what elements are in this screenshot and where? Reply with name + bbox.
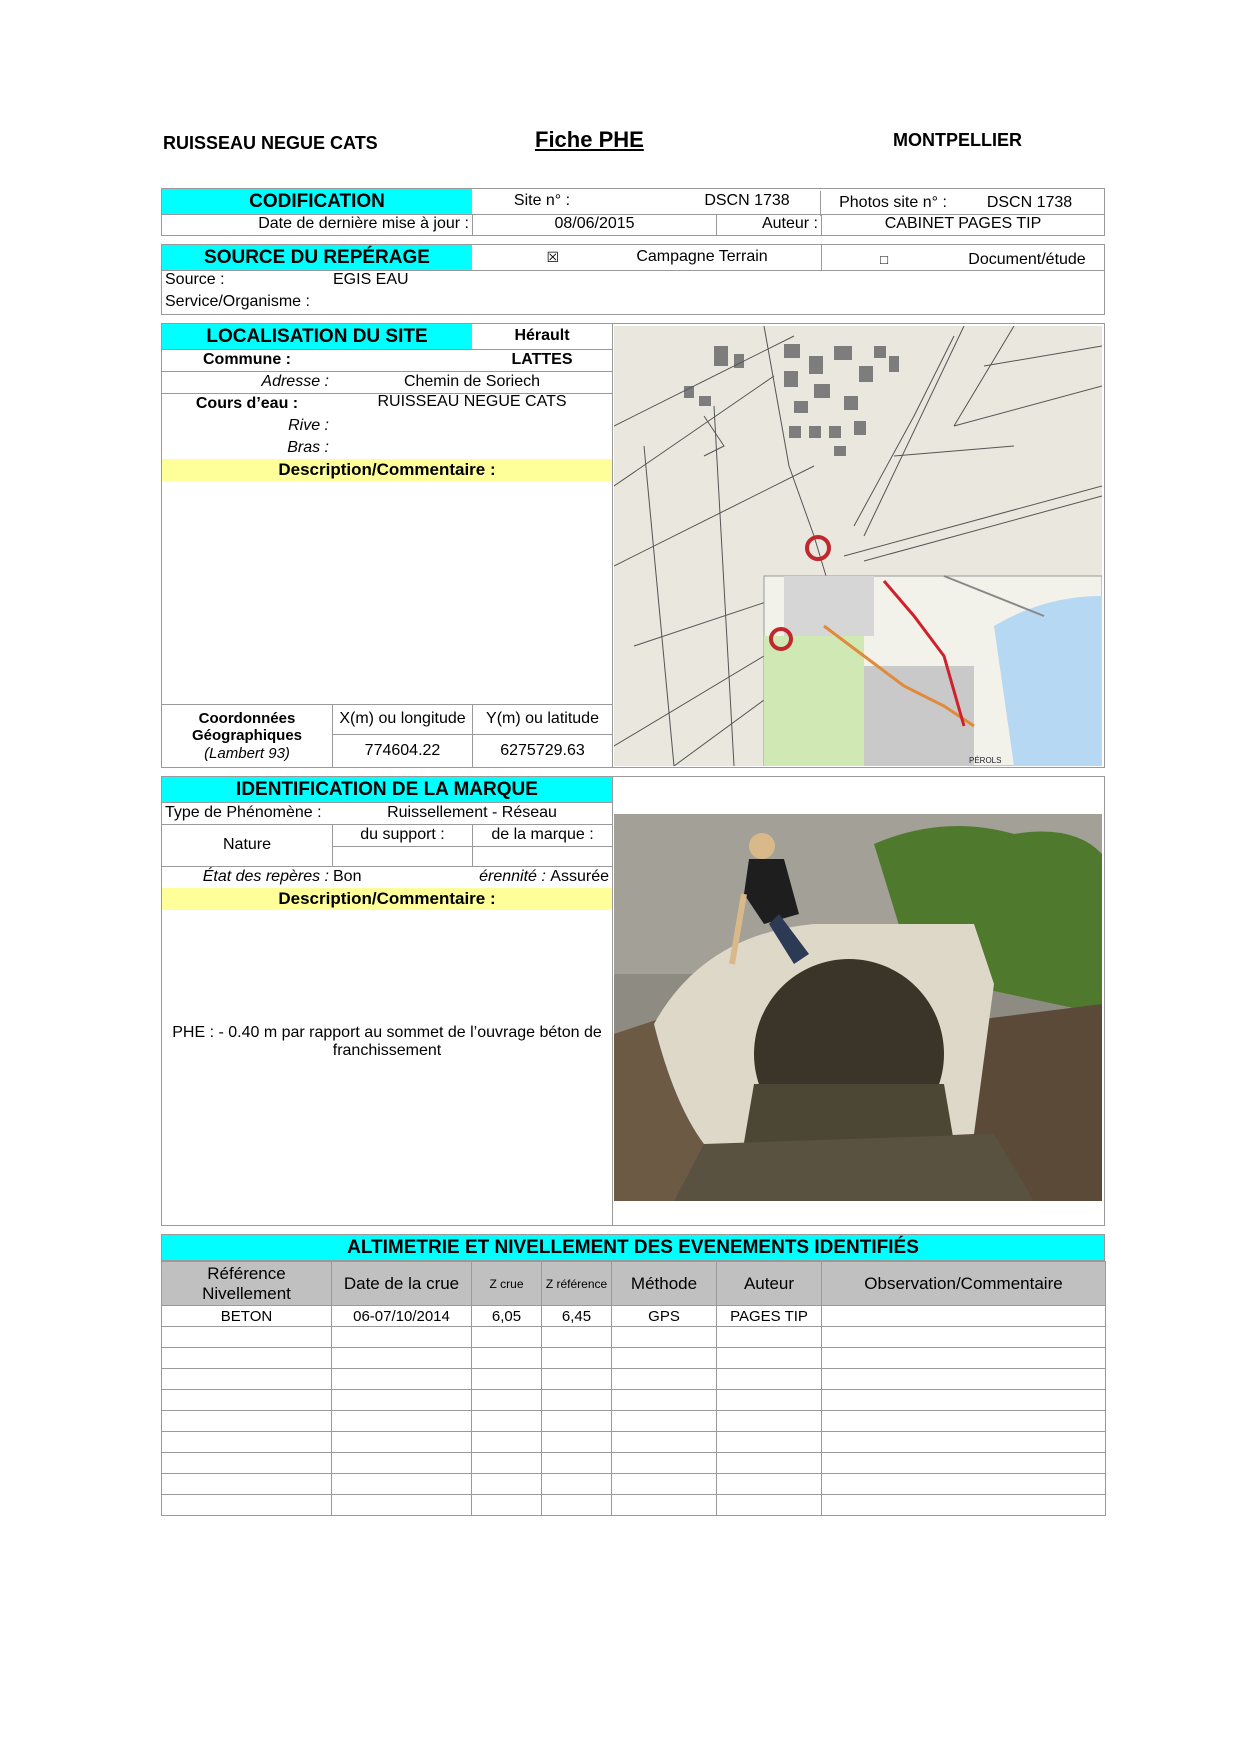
table-cell: PAGES TIP bbox=[717, 1306, 822, 1327]
table-row bbox=[162, 1306, 1106, 1327]
col-header: Date de la crue bbox=[332, 1262, 472, 1306]
adresse-label: Adresse : bbox=[261, 372, 329, 390]
coord-label-2: Géographiques bbox=[191, 727, 303, 745]
document-checkbox[interactable]: □ bbox=[880, 252, 888, 268]
header-left: RUISSEAU NEGUE CATS bbox=[163, 133, 378, 153]
rive-label: Rive : bbox=[288, 416, 329, 434]
codification-section bbox=[161, 188, 1105, 236]
col-header: Méthode bbox=[612, 1262, 717, 1306]
nature-label: Nature bbox=[222, 835, 272, 853]
altimetrie-title: ALTIMETRIE ET NIVELLEMENT DES EVENEMENTS IDENTIFIÉS bbox=[161, 1234, 1105, 1261]
photos-label: Photos site n° : bbox=[820, 191, 965, 216]
y-value: 6275729.63 bbox=[472, 734, 612, 768]
photos-value: DSCN 1738 bbox=[986, 194, 1073, 212]
table-row bbox=[162, 1327, 1106, 1348]
col-header: Observation/Commentaire bbox=[822, 1262, 1106, 1306]
support-label: du support : bbox=[332, 824, 472, 846]
phe-comment: PHE : - 0.40 m par rapport au sommet de l’ouvrage béton de franchissement bbox=[172, 1023, 602, 1059]
localisation-title: LOCALISATION DU SITE bbox=[162, 324, 472, 349]
table-row bbox=[162, 1495, 1106, 1516]
site-map bbox=[614, 326, 1102, 766]
altimetrie-header-row bbox=[162, 1262, 1106, 1306]
table-cell bbox=[822, 1306, 1106, 1327]
inset-map bbox=[764, 576, 1102, 766]
id-desc-title: Description/Commentaire : bbox=[162, 888, 612, 910]
table-row bbox=[162, 1390, 1106, 1411]
col-header: Z crue bbox=[472, 1262, 542, 1306]
photo-svg bbox=[614, 814, 1102, 1201]
site-value: DSCN 1738 bbox=[704, 192, 790, 210]
cours-label: Cours d’eau : bbox=[195, 394, 299, 412]
commune-value: LATTES bbox=[511, 350, 573, 368]
source-value: EGIS EAU bbox=[333, 271, 409, 289]
date-label: Date de dernière mise à jour : bbox=[258, 215, 469, 233]
commune-label: Commune : bbox=[203, 350, 291, 368]
x-label: X(m) ou longitude bbox=[332, 704, 472, 734]
header-right: MONTPELLIER bbox=[893, 130, 1022, 150]
page-title: Fiche PHE bbox=[535, 127, 644, 152]
col-header: Z référence bbox=[542, 1262, 612, 1306]
altimetrie-table bbox=[161, 1261, 1106, 1516]
source-section bbox=[161, 244, 1105, 315]
campagne-label: Campagne Terrain bbox=[636, 248, 768, 266]
table-row bbox=[162, 1348, 1106, 1369]
type-label: Type de Phénomène : bbox=[165, 803, 322, 821]
localisation-section bbox=[161, 323, 1105, 768]
site-photo bbox=[614, 814, 1102, 1201]
campagne-checkbox[interactable]: ☒ bbox=[546, 249, 560, 265]
etat-label: État des repères : bbox=[202, 867, 329, 885]
table-cell: GPS bbox=[612, 1306, 717, 1327]
table-row bbox=[162, 1411, 1106, 1432]
table-cell: 6,05 bbox=[472, 1306, 542, 1327]
identification-title: IDENTIFICATION DE LA MARQUE bbox=[162, 777, 612, 802]
etat-value: Bon bbox=[333, 867, 362, 885]
col-header: Auteur bbox=[717, 1262, 822, 1306]
coord-label bbox=[162, 704, 332, 768]
col-header: Référence Nivellement bbox=[162, 1262, 332, 1306]
codification-title: CODIFICATION bbox=[162, 189, 472, 214]
table-cell: BETON bbox=[162, 1306, 332, 1327]
perennite-label: érennité : bbox=[479, 867, 546, 885]
table-row bbox=[162, 1474, 1106, 1495]
y-label: Y(m) ou latitude bbox=[472, 704, 612, 734]
auteur-label: Auteur : bbox=[716, 214, 821, 235]
marque-label: de la marque : bbox=[472, 824, 612, 846]
table-row bbox=[162, 1453, 1106, 1474]
identification-section bbox=[161, 776, 1105, 1226]
coord-label-3: (Lambert 93) bbox=[204, 744, 290, 762]
document-label: Document/étude bbox=[968, 251, 1086, 269]
type-value: Ruissellement - Réseau bbox=[387, 803, 557, 821]
bras-label: Bras : bbox=[287, 438, 329, 456]
perennite-value: Assurée bbox=[550, 867, 609, 885]
adresse-value: Chemin de Soriech bbox=[403, 372, 541, 390]
date-value: 08/06/2015 bbox=[472, 214, 716, 235]
service-label: Service/Organisme : bbox=[165, 293, 310, 311]
site-label: Site n° : bbox=[513, 192, 571, 210]
coord-label-1: Coordonnées bbox=[198, 710, 296, 728]
x-value: 774604.22 bbox=[332, 734, 472, 768]
table-row bbox=[162, 1432, 1106, 1453]
source-label: Source : bbox=[165, 271, 225, 289]
loc-desc-title: Description/Commentaire : bbox=[162, 459, 612, 481]
inset-map-label: PÉROLS bbox=[969, 756, 1002, 765]
cours-value: RUISSEAU NEGUE CATS bbox=[377, 392, 567, 410]
source-title: SOURCE DU REPÉRAGE bbox=[162, 245, 472, 270]
table-cell: 06-07/10/2014 bbox=[332, 1306, 472, 1327]
table-cell: 6,45 bbox=[542, 1306, 612, 1327]
departement: Hérault bbox=[514, 327, 570, 345]
auteur-value: CABINET PAGES TIP bbox=[821, 214, 1104, 235]
map-svg bbox=[614, 326, 1102, 766]
table-row bbox=[162, 1369, 1106, 1390]
